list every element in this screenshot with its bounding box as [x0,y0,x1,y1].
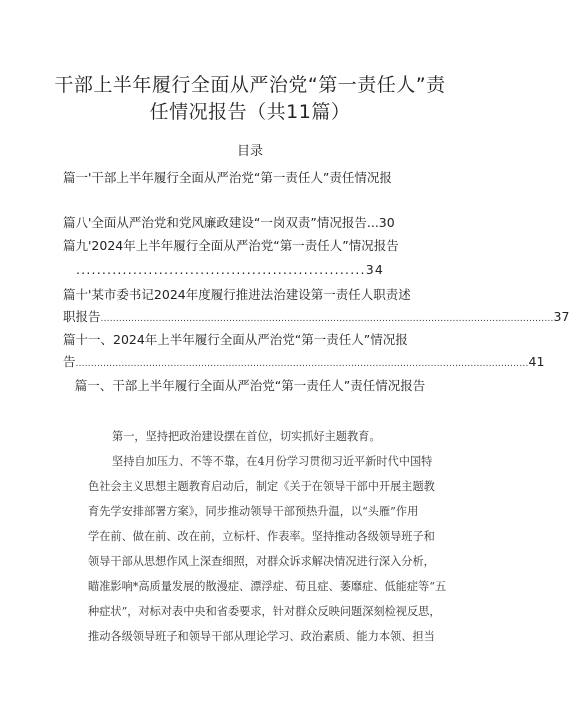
body-paragraph-line: 坚持自加压力、不等不靠，在4月份学习贯彻习近平新时代中国特 [112,455,433,468]
toc-item-9[interactable]: 篇九'2024年上半年履行全面从严治党“第一责任人”情况报告 [63,238,399,253]
section-title: 篇一、干部上半年履行全面从严治党“第一责任人”责任情况报告 [74,378,426,393]
body-paragraph-line: 育先学安排部署方案》，同步推动领导干部预热升温，以“头雁”作用 [88,505,419,518]
toc-item-11-cont[interactable] [63,352,545,370]
title-line-2: 任情况报告（共11篇） [149,101,351,123]
dot-leader: .................................................................................................................................................... [100,314,554,324]
dot-leader: .................................................................................................................................................... [75,359,529,369]
body-paragraph-line: 种症状”，对标对表中央和省委要求，针对群众反映问题深刻检视反思， [88,605,441,618]
toc-heading: 目录 [236,144,263,159]
toc-item-10-lead: 职报告 [63,309,101,324]
body-paragraph-line: 领导干部从思想作风上深查细照，对群众诉求解决情况进行深入分析， [88,555,435,568]
body-paragraph-line: 瞄准影响*高质量发展的散漫症、漂浮症、荀且症、萎靡症、低能症等“五 [88,580,447,593]
toc-item-8[interactable]: 篇八'全面从严治党和党风廉政建设“一岗双责”情况报告...30 [63,215,395,230]
toc-page-number: 37 [553,309,569,324]
toc-item-1[interactable]: 篇一'干部上半年履行全面从严治党“第一责任人”责任情况报 [63,170,392,185]
toc-item-10[interactable]: 篇十'某市委书记2024年度履行推进法治建设第一责任人职责述 [63,287,411,302]
toc-page-number: 41 [528,354,545,369]
document-title [40,72,460,126]
title-line-1: 干部上半年履行全面从严治党“第一责任人”责 [54,74,446,96]
body-paragraph-line: 第一，坚持把政治建设摆在首位，切实抓好主题教育。 [112,430,381,443]
body-paragraph-line: 色社会主义思想主题教育启动后，制定《关于在领导干部中开展主题教 [88,480,435,493]
toc-item-11-lead: 告 [63,354,76,369]
toc-item-9-leader[interactable]: ........................................................34 [76,262,385,277]
toc-item-11[interactable]: 篇十一、2024年上半年履行全面从严治党“第一责任人”情况报 [63,332,408,347]
body-paragraph-line: 学在前、做在前、改在前，立标杆、作表率。坚持推动各级领导班子和 [88,530,435,543]
body-paragraph-line: 推动各级领导班子和领导干部从理论学习、政治素质、能力本领、担当 [88,630,435,643]
toc-item-10-cont[interactable] [63,307,569,325]
